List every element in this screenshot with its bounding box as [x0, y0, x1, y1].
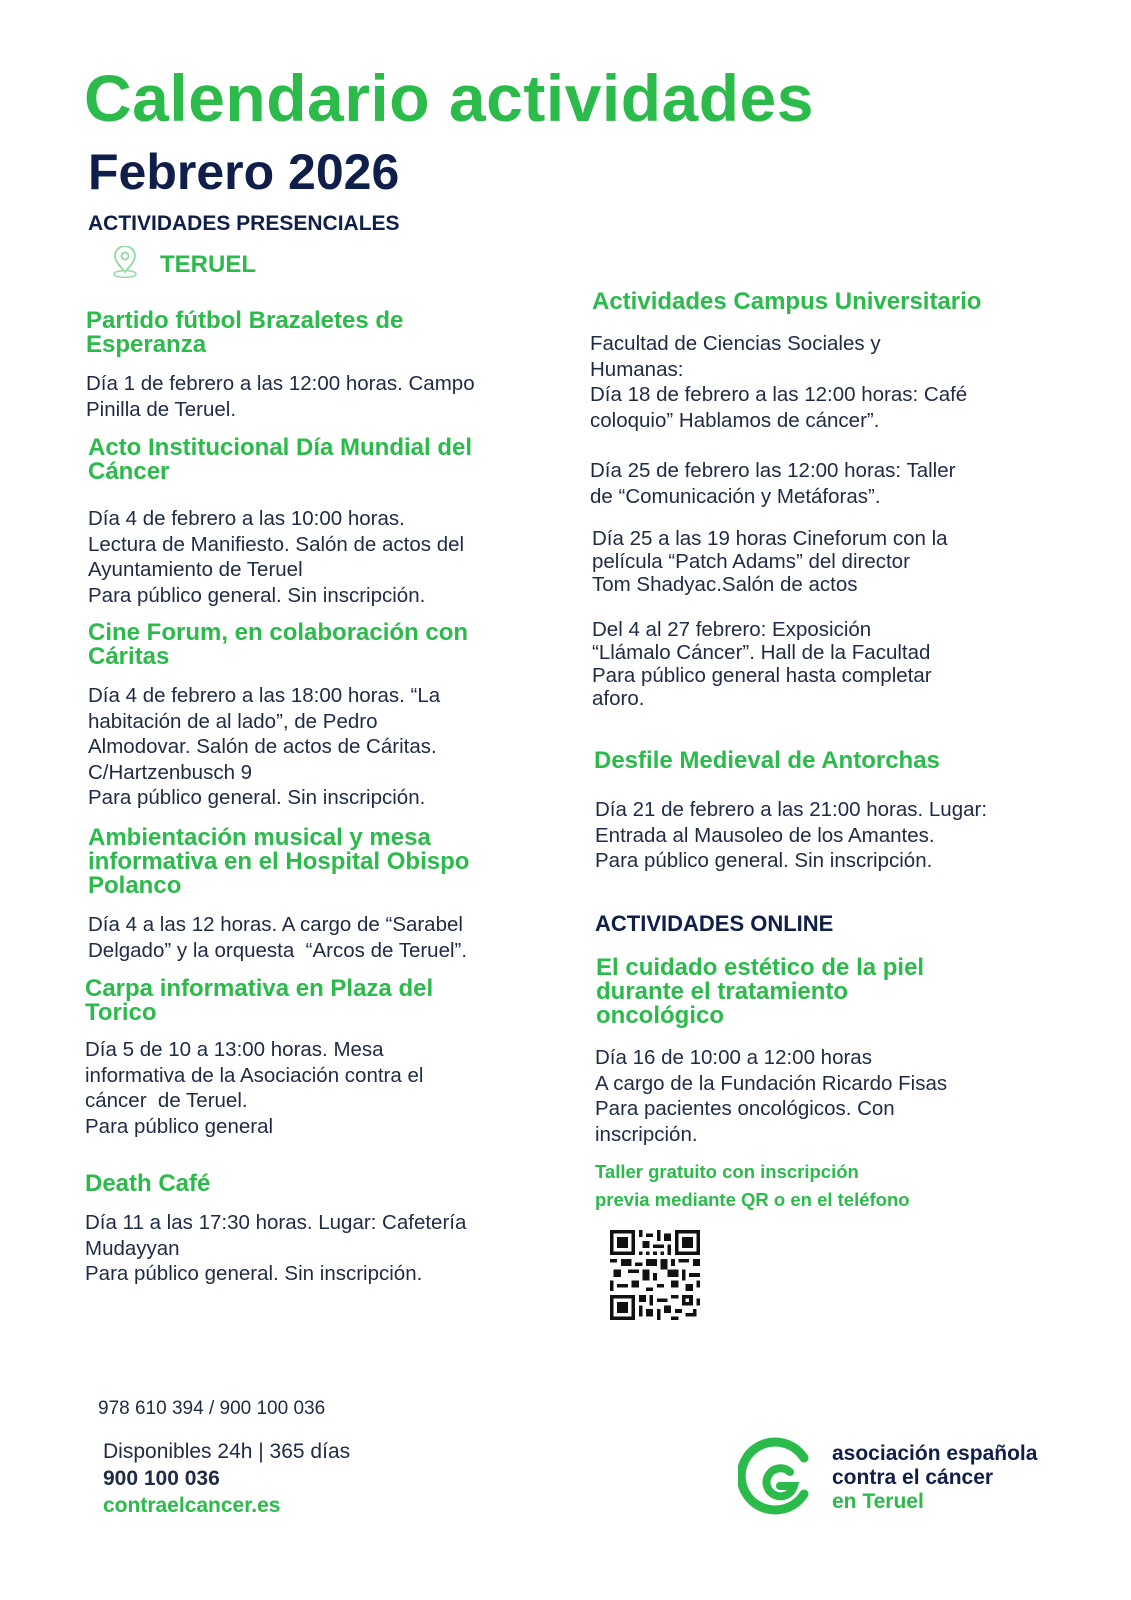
aecc-logo-icon — [738, 1436, 818, 1516]
event-cine-forum — [88, 621, 528, 811]
event-acto-institucional — [88, 436, 528, 608]
footer-availability: Disponibles 24h | 365 días — [103, 1440, 351, 1463]
qr-code[interactable] — [610, 1230, 700, 1320]
event-body: Día 4 de febrero a las 10:00 horas. Lectura de Manifiesto. Salón de actos del Ayuntamiento de Teruel Para público general. Sin inscripción. — [88, 507, 465, 607]
location-label: TERUEL — [160, 250, 256, 278]
event-title: Partido fútbol Brazaletes de Esperanza — [86, 307, 404, 358]
footer-phones: 978 610 394 / 900 100 036 — [98, 1398, 326, 1419]
desfile-body: Día 21 de febrero a las 21:00 horas. Lugar: Entrada al Mausoleo de los Amantes. Para público general. Sin inscripción. — [595, 798, 988, 872]
desfile-title: Desfile Medieval de Antorchas — [594, 747, 940, 774]
campus-block-facultad: Facultad de Ciencias Sociales y Humanas: Día 18 de febrero a las 12:00 horas: Café coloquio” Hablamos de cáncer”. — [590, 332, 968, 432]
online-event-body: Día 16 de 10:00 a 12:00 horas A cargo de la Fundación Ricardo Fisas Para pacientes oncológicos. Con inscripción. — [595, 1046, 948, 1146]
campus-title: Actividades Campus Universitario — [592, 288, 982, 315]
footer-contact — [103, 1438, 350, 1519]
campus-block-exposicion: Del 4 al 27 febrero: Exposición “Llámalo Cáncer”. Hall de la Facultad Para público general hasta completar aforo. — [592, 618, 932, 710]
footer-hotline[interactable]: 900 100 036 — [103, 1467, 220, 1490]
location-row — [112, 246, 256, 283]
online-event-title: El cuidado estético de la piel durante el tratamiento oncológico — [596, 954, 925, 1029]
page-subtitle: Febrero 2026 — [88, 144, 400, 200]
page-title: Calendario actividades — [84, 61, 814, 135]
campus-block-taller: Día 25 de febrero las 12:00 horas: Taller de “Comunicación y Metáforas”. — [590, 459, 956, 508]
event-carpa-informativa — [85, 977, 525, 1139]
event-title: Carpa informativa en Plaza del Torico — [85, 975, 434, 1026]
event-title: Cine Forum, en colaboración con Cáritas — [88, 619, 469, 670]
event-ambientacion-musical — [88, 826, 528, 963]
online-promo: Taller gratuito con inscripción previa mediante QR o en el teléfono — [595, 1161, 910, 1210]
event-title: Death Café — [85, 1170, 211, 1197]
event-body: Día 5 de 10 a 13:00 horas. Mesa informativa de la Asociación contra el cáncer de Teruel. Para público general — [85, 1038, 424, 1138]
event-body: Día 1 de febrero a las 12:00 horas. Campo Pinilla de Teruel. — [86, 372, 475, 421]
event-title: Ambientación musical y mesa informativa en el Hospital Obispo Polanco — [88, 824, 470, 899]
section-label-online: ACTIVIDADES ONLINE — [595, 911, 834, 936]
event-body: Día 11 a las 17:30 horas. Lugar: Cafetería Mudayyan Para público general. Sin inscripción. — [85, 1211, 467, 1285]
event-title: Acto Institucional Día Mundial del Cáncer — [88, 434, 473, 485]
aecc-logo-text: asociación española contra el cáncer en Teruel — [832, 1442, 1038, 1513]
event-death-cafe — [85, 1172, 525, 1287]
section-label-presencial: ACTIVIDADES PRESENCIALES — [88, 212, 400, 235]
event-futbol — [86, 309, 526, 422]
event-body: Día 4 de febrero a las 18:00 horas. “La habitación de al lado”, de Pedro Almodovar. Salón de actos de Cáritas. C/Hartzenbusch 9 Para público general. Sin inscripción. — [88, 684, 441, 809]
campus-block-cineforum: Día 25 a las 19 horas Cineforum con la película “Patch Adams” del director Tom Shadyac.Salón de actos — [592, 527, 948, 596]
footer-website-link[interactable]: contraelcancer.es — [103, 1494, 281, 1517]
event-body: Día 4 a las 12 horas. A cargo de “Sarabel Delgado” y la orquesta “Arcos de Teruel”. — [88, 913, 468, 962]
location-pin-icon — [112, 246, 138, 283]
